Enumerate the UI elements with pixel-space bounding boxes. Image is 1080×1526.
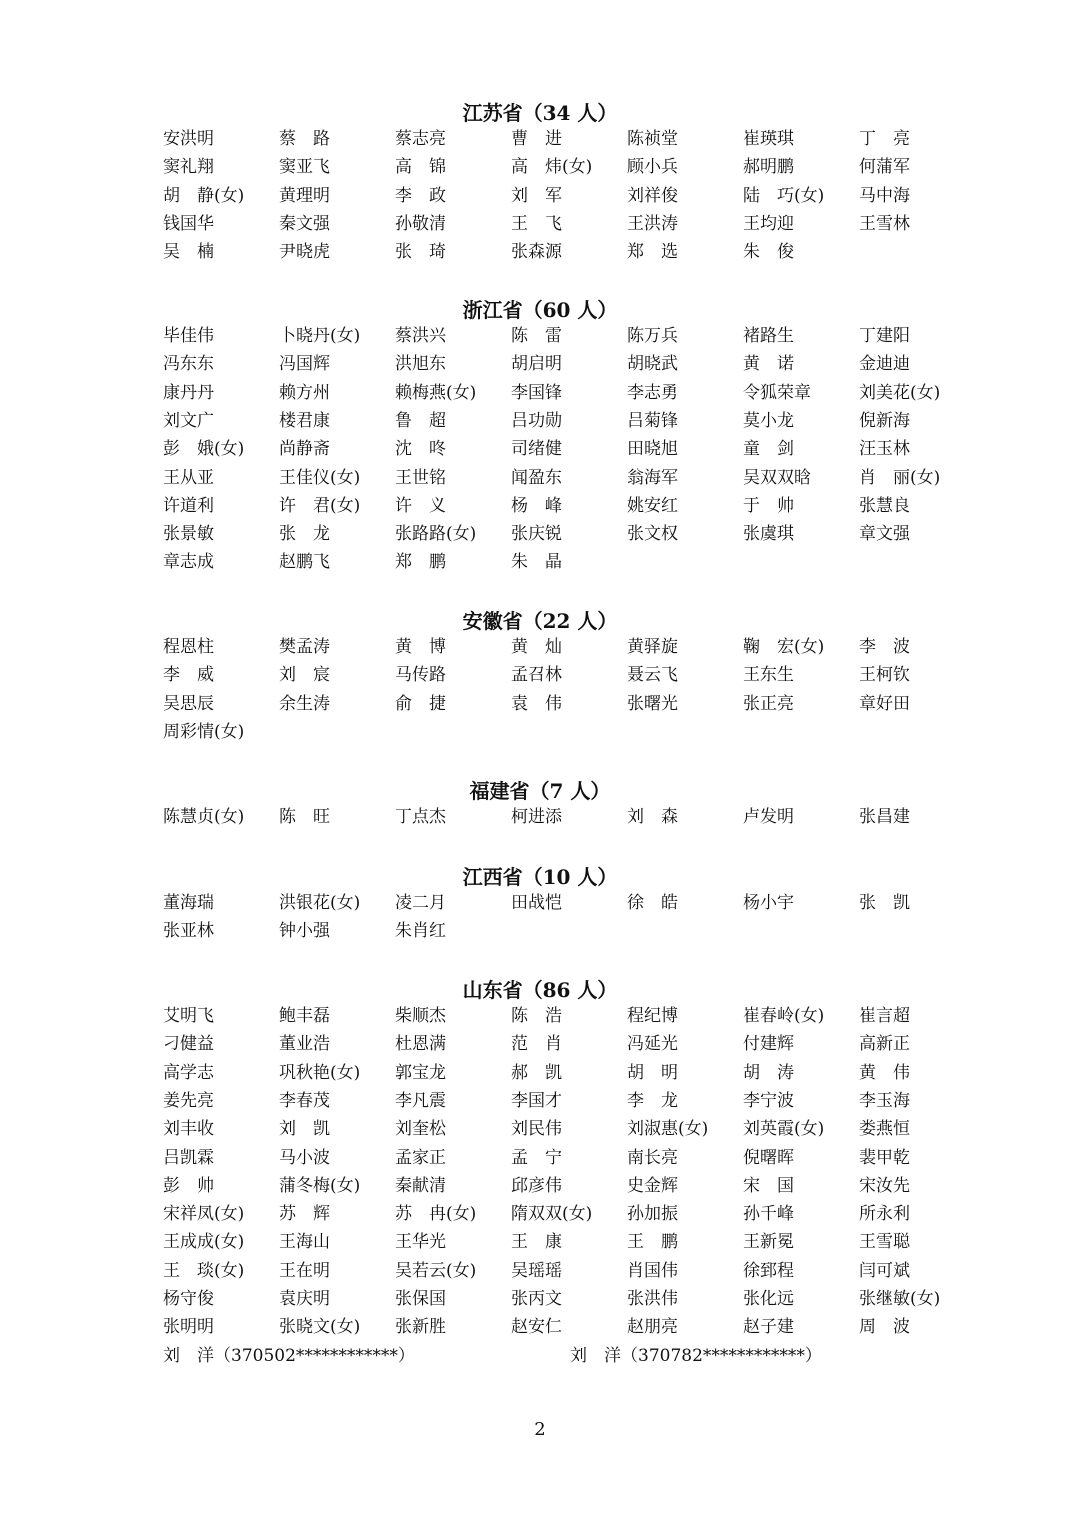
name-row — [0, 917, 1080, 945]
province-heading: 福建省（7 人） — [469, 779, 611, 803]
person-name: 蒲冬梅(女) — [279, 1175, 361, 1196]
name-row — [0, 1059, 1080, 1087]
person-name: 程恩柱 — [163, 637, 214, 657]
person-name: 张庆锐 — [511, 524, 562, 545]
person-name: 吴 楠 — [163, 242, 214, 263]
person-name: 崔瑛琪 — [743, 129, 794, 149]
person-name: 姚安红 — [627, 495, 678, 516]
person-name: 吕菊锋 — [627, 410, 678, 431]
person-name: 董业浩 — [279, 1034, 330, 1055]
person-name: 李 政 — [395, 185, 446, 206]
person-name: 褚路生 — [743, 326, 794, 346]
person-name: 张明明 — [163, 1317, 214, 1338]
person-name: 赖方州 — [279, 382, 330, 403]
person-name: 胡晓武 — [627, 354, 678, 375]
person-name: 朱 俊 — [743, 242, 794, 263]
person-name: 孙敬清 — [395, 213, 446, 234]
person-name: 李国锋 — [511, 382, 562, 403]
person-name: 彭 帅 — [163, 1175, 214, 1196]
person-name: 陈万兵 — [627, 326, 678, 346]
person-name: 裴甲乾 — [859, 1147, 910, 1168]
person-name: 王东生 — [743, 665, 794, 686]
person-name: 司绪健 — [511, 439, 562, 460]
person-name: 刘丰收 — [163, 1119, 214, 1140]
person-name: 李 威 — [163, 665, 214, 686]
person-name: 刘 军 — [511, 185, 562, 206]
person-name: 卢发明 — [743, 807, 794, 827]
person-name: 刘淑惠(女) — [627, 1119, 709, 1140]
name-row-with-id — [0, 1342, 1080, 1370]
person-name: 蔡洪兴 — [395, 326, 446, 346]
person-name: 肖 丽(女) — [859, 467, 941, 488]
person-name: 洪银花(女) — [279, 893, 361, 913]
person-name: 黄 诺 — [743, 354, 794, 375]
person-name: 毕佳伟 — [163, 326, 214, 346]
person-name: 张 龙 — [279, 524, 330, 545]
person-name: 俞 捷 — [395, 693, 446, 714]
person-name: 巩秋艳(女) — [279, 1062, 361, 1083]
person-name: 马传路 — [395, 665, 446, 686]
name-row — [0, 379, 1080, 407]
person-name: 李春茂 — [279, 1090, 330, 1111]
person-name: 苏 冉(女) — [395, 1204, 477, 1225]
person-name: 余生涛 — [279, 693, 330, 714]
person-name: 刘美花(女) — [859, 382, 941, 403]
person-name: 丁点杰 — [395, 807, 446, 827]
person-name: 翁海军 — [627, 467, 678, 488]
person-name: 章志成 — [163, 552, 214, 573]
person-name-with-id: 刘 洋（370502************） — [163, 1345, 415, 1366]
person-name: 黄 伟 — [859, 1062, 910, 1083]
person-name: 王柯钦 — [859, 665, 910, 686]
person-name: 王雪聪 — [859, 1232, 910, 1253]
person-name: 高学志 — [163, 1062, 214, 1083]
person-name: 邱彦伟 — [511, 1175, 562, 1196]
person-name: 张继敏(女) — [859, 1289, 941, 1309]
person-name: 田晓旭 — [627, 439, 678, 460]
person-name: 陈 雷 — [511, 326, 562, 346]
name-row — [0, 1002, 1080, 1030]
person-name: 刘英霞(女) — [743, 1119, 825, 1140]
name-row — [0, 1087, 1080, 1115]
person-name: 孟召林 — [511, 665, 562, 686]
page-number: 2 — [534, 1419, 546, 1440]
person-name: 李凡震 — [395, 1090, 446, 1111]
person-name: 张新胜 — [395, 1317, 446, 1338]
person-name: 康丹丹 — [163, 382, 214, 403]
name-row — [0, 1313, 1080, 1341]
person-name: 朱肖红 — [395, 921, 446, 942]
name-row — [0, 889, 1080, 917]
person-name: 宋汝先 — [859, 1175, 910, 1196]
person-name: 张 凯 — [859, 893, 910, 913]
name-row — [0, 690, 1080, 718]
name-row — [0, 1228, 1080, 1256]
person-name: 周彩情(女) — [163, 721, 245, 742]
person-name: 赖梅燕(女) — [395, 382, 477, 403]
person-name: 刘文广 — [163, 410, 214, 431]
person-name: 倪新海 — [859, 410, 910, 431]
person-name: 顾小兵 — [627, 157, 678, 178]
person-name: 吕功勋 — [511, 410, 562, 431]
person-name: 胡 涛 — [743, 1062, 794, 1083]
person-name: 陈 旺 — [279, 807, 330, 827]
person-name: 吴若云(女) — [395, 1260, 477, 1281]
person-name: 娄燕恒 — [859, 1119, 910, 1140]
person-name: 付建辉 — [743, 1034, 794, 1055]
person-name: 赵子建 — [743, 1317, 794, 1338]
person-name: 苏 辉 — [279, 1204, 330, 1225]
person-name: 刁健益 — [163, 1034, 214, 1055]
person-name: 吴双双晗 — [743, 467, 811, 488]
person-name: 宋 国 — [743, 1175, 794, 1196]
name-row — [0, 407, 1080, 435]
name-row — [0, 1030, 1080, 1058]
person-name: 王在明 — [279, 1260, 330, 1281]
person-name: 程纪博 — [627, 1006, 678, 1026]
person-name: 孟 宁 — [511, 1147, 562, 1168]
name-row — [0, 718, 1080, 746]
person-name-with-id: 刘 洋（370782************） — [570, 1345, 822, 1366]
person-name: 郭宝龙 — [395, 1062, 446, 1083]
person-name: 王华光 — [395, 1232, 446, 1253]
person-name: 王从亚 — [163, 467, 214, 488]
person-name: 于 帅 — [743, 495, 794, 516]
name-row — [0, 633, 1080, 661]
person-name: 李志勇 — [627, 382, 678, 403]
name-row — [0, 210, 1080, 238]
person-name: 王佳仪(女) — [279, 467, 361, 488]
person-name: 黄 灿 — [511, 637, 562, 657]
person-name: 郝明鹏 — [743, 157, 794, 178]
person-name: 金迪迪 — [859, 354, 910, 375]
person-name: 倪曙晖 — [743, 1147, 794, 1168]
person-name: 王世铭 — [395, 467, 446, 488]
person-name: 张曙光 — [627, 693, 678, 714]
name-row — [0, 322, 1080, 350]
person-name: 丁建阳 — [859, 326, 910, 346]
person-name: 张正亮 — [743, 693, 794, 714]
person-name: 闫可斌 — [859, 1260, 910, 1281]
person-name: 李 波 — [859, 637, 910, 657]
person-name: 袁 伟 — [511, 693, 562, 714]
person-name: 周 波 — [859, 1317, 910, 1338]
person-name: 徐 皓 — [627, 893, 678, 913]
person-name: 宋祥凤(女) — [163, 1204, 245, 1225]
person-name: 张 琦 — [395, 242, 446, 263]
name-row — [0, 803, 1080, 831]
name-row — [0, 1257, 1080, 1285]
person-name: 田战恺 — [511, 893, 562, 913]
person-name: 崔春岭(女) — [743, 1006, 825, 1026]
person-name: 彭 娥(女) — [163, 439, 245, 460]
name-row — [0, 520, 1080, 548]
person-name: 张昌建 — [859, 807, 910, 827]
person-name: 王新冕 — [743, 1232, 794, 1253]
person-name: 窦礼翔 — [163, 157, 214, 178]
person-name: 冯东东 — [163, 354, 214, 375]
name-row — [0, 1200, 1080, 1228]
person-name: 刘祥俊 — [627, 185, 678, 206]
person-name: 高 锦 — [395, 157, 446, 178]
name-row — [0, 464, 1080, 492]
person-name: 令狐荣章 — [743, 382, 811, 403]
person-name: 董海瑞 — [163, 893, 214, 913]
person-name: 马中海 — [859, 185, 910, 206]
person-name: 许 君(女) — [279, 495, 361, 516]
person-name: 陆 巧(女) — [743, 185, 825, 206]
person-name: 黄理明 — [279, 185, 330, 206]
person-name: 张路路(女) — [395, 524, 477, 545]
province-heading: 江苏省（34 人） — [462, 101, 618, 125]
person-name: 肖国伟 — [627, 1260, 678, 1281]
person-name: 刘 宸 — [279, 665, 330, 686]
name-row — [0, 238, 1080, 266]
name-row — [0, 125, 1080, 153]
person-name: 章好田 — [859, 693, 910, 714]
person-name: 张虞琪 — [743, 524, 794, 545]
person-name: 胡 静(女) — [163, 185, 245, 206]
person-name: 闻盈东 — [511, 467, 562, 488]
person-name: 陈慧贞(女) — [163, 807, 245, 827]
name-row — [0, 1144, 1080, 1172]
person-name: 柴顺杰 — [395, 1006, 446, 1026]
person-name: 樊孟涛 — [279, 637, 330, 657]
person-name: 蔡 路 — [279, 129, 330, 149]
person-name: 李国才 — [511, 1090, 562, 1111]
person-name: 张景敏 — [163, 524, 214, 545]
name-row — [0, 1172, 1080, 1200]
person-name: 卜晓丹(女) — [279, 326, 361, 346]
person-name: 黄驿旋 — [627, 637, 678, 657]
person-name: 洪旭东 — [395, 354, 446, 375]
person-name: 曹 进 — [511, 129, 562, 149]
person-name: 尹晓虎 — [279, 242, 330, 263]
person-name: 王海山 — [279, 1232, 330, 1253]
person-name: 王 鹏 — [627, 1232, 678, 1253]
name-row — [0, 661, 1080, 689]
person-name: 黄 博 — [395, 637, 446, 657]
person-name: 王 琰(女) — [163, 1260, 245, 1281]
person-name: 艾明飞 — [163, 1006, 214, 1026]
person-name: 张文权 — [627, 524, 678, 545]
person-name: 王成成(女) — [163, 1232, 245, 1253]
person-name: 章文强 — [859, 524, 910, 545]
person-name: 马小波 — [279, 1147, 330, 1168]
person-name: 楼君康 — [279, 410, 330, 431]
person-name: 聂云飞 — [627, 665, 678, 686]
person-name: 张晓文(女) — [279, 1317, 361, 1338]
person-name: 杜恩满 — [395, 1034, 446, 1055]
person-name: 张丙文 — [511, 1289, 562, 1309]
person-name: 张化远 — [743, 1289, 794, 1309]
person-name: 吴瑶瑶 — [511, 1260, 562, 1281]
person-name: 许道利 — [163, 495, 214, 516]
person-name: 王均迎 — [743, 213, 794, 234]
person-name: 高 炜(女) — [511, 157, 593, 178]
person-name: 杨 峰 — [511, 495, 562, 516]
person-name: 鲁 超 — [395, 410, 446, 431]
person-name: 窦亚飞 — [279, 157, 330, 178]
person-name: 许 义 — [395, 495, 446, 516]
person-name: 刘奎松 — [395, 1119, 446, 1140]
person-name: 隋双双(女) — [511, 1204, 593, 1225]
name-row — [0, 435, 1080, 463]
name-row — [0, 1115, 1080, 1143]
person-name: 柯进添 — [511, 807, 562, 827]
person-name: 崔言超 — [859, 1006, 910, 1026]
person-name: 丁 亮 — [859, 129, 910, 149]
person-name: 胡 明 — [627, 1062, 678, 1083]
person-name: 安洪明 — [163, 129, 214, 149]
person-name: 钟小强 — [279, 921, 330, 942]
name-row — [0, 350, 1080, 378]
person-name: 王 飞 — [511, 213, 562, 234]
person-name: 张森源 — [511, 242, 562, 263]
person-name: 秦献清 — [395, 1175, 446, 1196]
person-name: 郝 凯 — [511, 1062, 562, 1083]
person-name: 郑 鹏 — [395, 552, 446, 573]
person-name: 李玉海 — [859, 1090, 910, 1111]
person-name: 尚静斋 — [279, 439, 330, 460]
person-name: 沈 咚 — [395, 439, 446, 460]
person-name: 杨守俊 — [163, 1289, 214, 1309]
person-name: 鞠 宏(女) — [743, 637, 825, 657]
person-name: 张亚林 — [163, 921, 214, 942]
province-heading: 浙江省（60 人） — [462, 298, 618, 322]
person-name: 孟家正 — [395, 1147, 446, 1168]
person-name: 张保国 — [395, 1289, 446, 1309]
person-name: 冯延光 — [627, 1034, 678, 1055]
province-heading: 山东省（86 人） — [462, 978, 618, 1002]
person-name: 王雪林 — [859, 213, 910, 234]
person-name: 郑 选 — [627, 242, 678, 263]
person-name: 秦文强 — [279, 213, 330, 234]
person-name: 徐郅程 — [743, 1260, 794, 1281]
name-row — [0, 153, 1080, 181]
person-name: 莫小龙 — [743, 410, 794, 431]
person-name: 李 龙 — [627, 1090, 678, 1111]
person-name: 所永利 — [859, 1204, 910, 1225]
person-name: 史金辉 — [627, 1175, 678, 1196]
person-name: 吴思辰 — [163, 693, 214, 714]
person-name: 胡启明 — [511, 354, 562, 375]
person-name: 赵鹏飞 — [279, 552, 330, 573]
person-name: 童 剑 — [743, 439, 794, 460]
person-name: 姜先亮 — [163, 1090, 214, 1111]
person-name: 孙加振 — [627, 1204, 678, 1225]
person-name: 凌二月 — [395, 893, 446, 913]
person-name: 鲍丰磊 — [279, 1006, 330, 1026]
person-name: 刘 凯 — [279, 1119, 330, 1140]
name-row — [0, 492, 1080, 520]
person-name: 范 肖 — [511, 1034, 562, 1055]
person-name: 何蒲军 — [859, 157, 910, 178]
person-name: 陈祯堂 — [627, 129, 678, 149]
person-name: 刘民伟 — [511, 1119, 562, 1140]
person-name: 高新正 — [859, 1034, 910, 1055]
name-row — [0, 1285, 1080, 1313]
person-name: 汪玉林 — [859, 439, 910, 460]
person-name: 吕凯霖 — [163, 1147, 214, 1168]
person-name: 蔡志亮 — [395, 129, 446, 149]
person-name: 袁庆明 — [279, 1289, 330, 1309]
person-name: 王 康 — [511, 1232, 562, 1253]
person-name: 刘 森 — [627, 807, 678, 827]
name-row — [0, 182, 1080, 210]
person-name: 朱 晶 — [511, 552, 562, 573]
person-name: 孙千峰 — [743, 1204, 794, 1225]
person-name: 南长亮 — [627, 1147, 678, 1168]
name-row — [0, 548, 1080, 576]
person-name: 陈 浩 — [511, 1006, 562, 1026]
person-name: 冯国辉 — [279, 354, 330, 375]
person-name: 李宁波 — [743, 1090, 794, 1111]
province-heading: 安徽省（22 人） — [462, 609, 618, 633]
person-name: 赵安仁 — [511, 1317, 562, 1338]
person-name: 王洪涛 — [627, 213, 678, 234]
person-name: 钱国华 — [163, 213, 214, 234]
person-name: 赵朋亮 — [627, 1317, 678, 1338]
person-name: 张慧良 — [859, 495, 910, 516]
province-heading: 江西省（10 人） — [462, 865, 618, 889]
person-name: 张洪伟 — [627, 1289, 678, 1309]
person-name: 杨小宇 — [743, 893, 794, 913]
